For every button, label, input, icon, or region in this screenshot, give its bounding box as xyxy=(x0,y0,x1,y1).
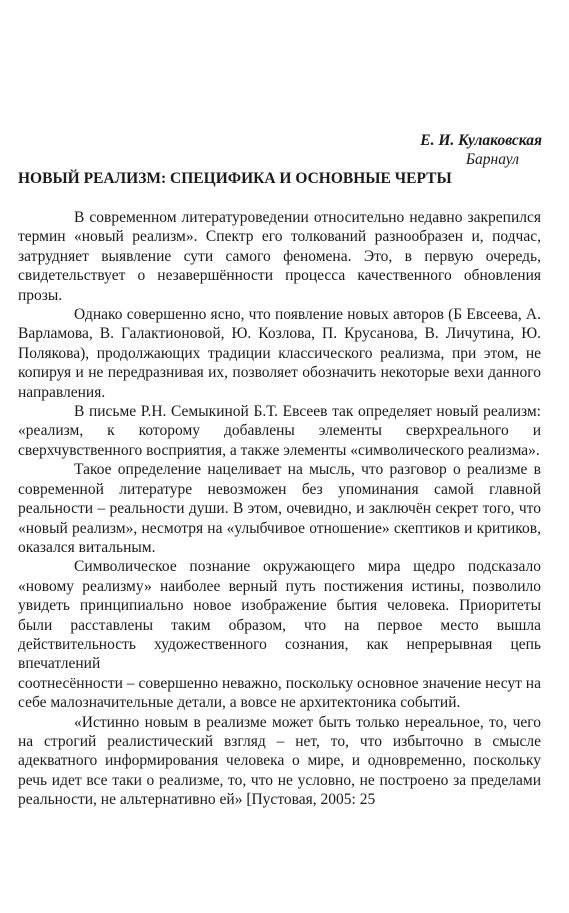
paragraph: Символическое познание окружающего мира щедро подсказало «новому реализму» наиболее верный путь постижения истины, позволило увидеть принципиально новое изображение бытия человека. Приоритеты были расставлены таким образом, что на первое место вышла действительность художественного сознания, как непрерывная цепь впечатлений xyxy=(18,558,541,673)
article-body xyxy=(18,208,541,810)
paragraph: соотнесённости – совершенно неважно, поскольку основное значение несут на себе малозначительные детали, а вовсе не архитектоника событий. xyxy=(18,674,541,712)
paragraph: Такое определение нацеливает на мысль, что разговор о реализме в современной литературе невозможен без упоминания самой главной реальности – реальности души. В этом, очевидно, и заключён секрет того, что «новый реализм», несмотря на «улыбчивое отношение» скептиков и критиков, оказался витальным. xyxy=(18,461,541,556)
paragraph: Однако совершенно ясно, что появление новых авторов (Б Евсеева, А. Варламова, В. Галактионовой, Ю. Козлова, П. Крусанова, В. Личутина, Ю. Полякова), продолжающих традиции классического реализма, при этом, не копируя и не передразнивая их, позволяет обозначить некоторые вехи данного направления. xyxy=(18,306,541,401)
article-title: НОВЫЙ РЕАЛИЗМ: СПЕЦИФИКА И ОСНОВНЫЕ ЧЕРТЫ xyxy=(18,170,452,187)
paragraph: В письме Р.Н. Семыкиной Б.Т. Евсеев так определяет новый реализм: «реализм, к которому добавлены элементы сверхреального и сверхчувственного восприятия, а также элементы «символического реализма». xyxy=(18,403,541,459)
author-name: Е. И. Кулаковская xyxy=(420,132,542,149)
paragraph: «Истинно новым в реализме может быть только нереальное, то, чего на строгий реалистический взгляд – нет, то, что избыточно в смысле адекватного информирования человека о мире, и одновременно, поскольку речь идет все таки о реализме, то, что не условно, не построено за пределами реальности, не альтернативно ей» [Пустовая, 2005: 25 xyxy=(18,713,541,809)
author-city: Барнаул xyxy=(465,151,519,168)
paragraph: В современном литературоведении относительно недавно закрепился термин «новый реализм». Спектр его толкований разнообразен и, подчас, затрудняет выявление сути самого феномена. Это, в первую очередь, свидетельствует о незавершённости процесса качественного обновления прозы. xyxy=(18,209,541,304)
